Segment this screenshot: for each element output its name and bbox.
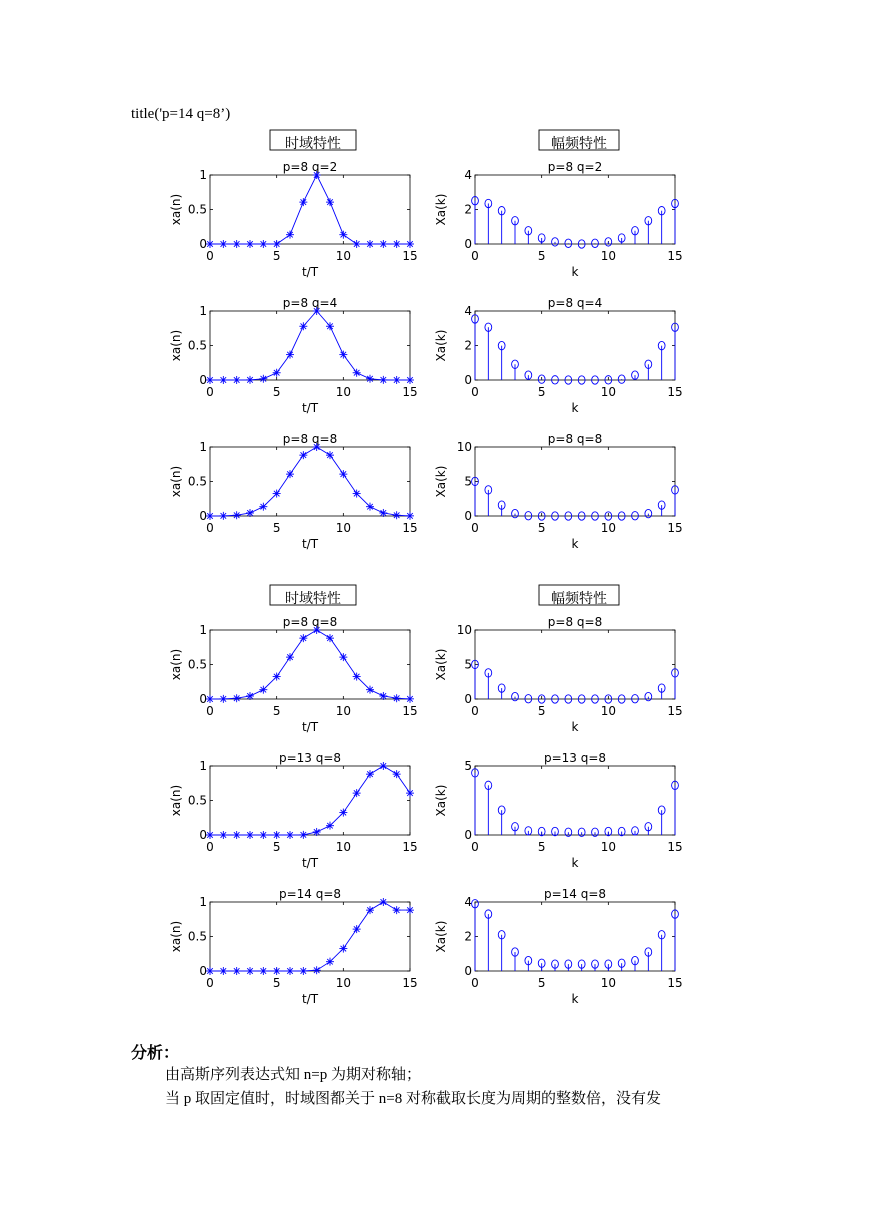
fig1-r1-time-point-3: [246, 240, 254, 248]
fig2-r2-freq-ylabel: Xa(k): [434, 784, 448, 817]
fig1-r3-freq-xtick-label-2: 10: [600, 521, 616, 535]
fig1-r2-time-xtick-label-1: 5: [272, 385, 281, 399]
fig1-r1-time-ytick-label-2: 1: [199, 168, 207, 182]
fig2-r3-time-title: p=14 q=8: [278, 887, 342, 901]
fig1-r2-time-point-12: [366, 375, 374, 383]
fig2-r2-time-series-line: [210, 766, 410, 835]
fig1-r2-time-point-9: [326, 322, 334, 330]
fig2-r2-time-title: p=13 q=8: [278, 751, 342, 765]
fig1-r1-time-xlabel: t/T: [301, 265, 319, 279]
fig1-r2-freq-axes: [434, 296, 683, 415]
fig2-r3-time-point-7: [299, 967, 307, 975]
fig1-r3-time-point-7: [299, 451, 307, 459]
fig1-r1-freq-ytick-label-2: 4: [464, 168, 472, 182]
fig2-r1-freq-axes: [434, 615, 683, 734]
fig2-r1-time-point-4: [259, 686, 267, 694]
fig2-r2-time-point-0: [206, 831, 214, 839]
fig1-r2-freq-ytick-label-0: 0: [464, 373, 472, 387]
fig1-r3-time-axes: [169, 432, 418, 551]
fig1-r3-freq-title: p=8 q=8: [547, 432, 603, 446]
fig2-r1-time-point-9: [326, 634, 334, 642]
fig2-header-left-text: 时域特性: [285, 591, 341, 607]
fig1-r2-time-point-1: [219, 376, 227, 384]
fig2-r3-time-series-line: [210, 902, 410, 971]
figure-1: [150, 128, 710, 558]
fig2-r3-time-ytick-label-0: 0: [199, 964, 207, 978]
fig2-r1-freq-xtick-label-1: 5: [537, 704, 546, 718]
fig2-r2-time-frame: [210, 766, 410, 835]
fig1-r3-time-frame: [210, 447, 410, 516]
fig1-r2-time-xtick-label-3: 15: [402, 385, 418, 399]
fig1-r1-time-ytick-label-0: 0: [199, 237, 207, 251]
fig1-r1-time-point-14: [393, 240, 401, 248]
fig2-r2-time-point-1: [219, 831, 227, 839]
fig1-r2-time-frame: [210, 311, 410, 380]
fig2-r1-time-point-0: [206, 695, 214, 703]
fig1-r3-time-point-0: [206, 512, 214, 520]
fig1-r1-freq-xtick-label-1: 5: [537, 249, 546, 263]
fig2-r1-time-frame: [210, 630, 410, 699]
fig1-r3-time-point-13: [379, 509, 387, 517]
fig1-r1-time-point-1: [219, 240, 227, 248]
fig1-r3-freq-ytick-label-0: 0: [464, 509, 472, 523]
fig2-r2-freq-xtick-label-2: 10: [600, 840, 616, 854]
fig2-r3-freq-xtick-label-0: 0: [471, 976, 479, 990]
fig1-r2-freq-title: p=8 q=4: [547, 296, 603, 310]
fig2-r2-time-point-9: [326, 822, 334, 830]
fig2-r2-time-point-6: [286, 831, 294, 839]
fig1-r3-time-ytick-label-0: 0: [199, 509, 207, 523]
fig2-r2-time-point-12: [366, 770, 374, 778]
fig1-r3-time-series-line: [210, 447, 410, 516]
fig2-r2-time-axes: [169, 751, 418, 870]
fig1-header-right-text: 幅频特性: [551, 136, 607, 152]
fig1-r2-time-point-5: [273, 369, 281, 377]
fig2-r1-time-point-15: [406, 695, 414, 703]
fig2-r3-time-frame: [210, 902, 410, 971]
fig1-r3-time-point-12: [366, 503, 374, 511]
fig1-r2-freq-xtick-label-0: 0: [471, 385, 479, 399]
fig1-r2-time-ytick-label-1: 0.5: [187, 338, 207, 353]
fig2-r3-time-point-5: [273, 967, 281, 975]
fig2-r3-freq-xtick-label-2: 10: [600, 976, 616, 990]
fig1-r1-time-ylabel: xa(n): [169, 193, 183, 226]
fig2-r1-time-ylabel: xa(n): [169, 648, 183, 681]
fig2-r3-time-point-6: [286, 967, 294, 975]
analysis-heading: 分析：: [131, 1045, 180, 1062]
fig1-r1-time-title: p=8 q=2: [282, 160, 338, 174]
fig2-r2-time-ylabel: xa(n): [169, 784, 183, 817]
fig1-r1-time-point-11: [353, 240, 361, 248]
fig1-r3-time-xtick-label-0: 0: [206, 521, 214, 535]
fig1-r1-freq-xtick-label-2: 10: [600, 249, 616, 263]
fig1-r2-time-point-14: [393, 376, 401, 384]
fig1-r1-time-point-15: [406, 240, 414, 248]
fig2-r1-time-ytick-label-1: 0.5: [187, 657, 207, 672]
fig2-r3-time-point-0: [206, 967, 214, 975]
fig2-r2-time-ytick-label-0: 0: [199, 828, 207, 842]
fig2-header-left: [270, 585, 356, 607]
fig1-r2-freq-ylabel: Xa(k): [434, 329, 448, 362]
fig1-r3-time-point-6: [286, 470, 294, 478]
fig2-r2-freq-xtick-label-1: 5: [537, 840, 546, 854]
fig2-r3-time-point-13: [379, 898, 387, 906]
fig2-r2-time-point-14: [393, 770, 401, 778]
fig1-r1-time-point-10: [339, 231, 347, 239]
fig2-r1-freq-title: p=8 q=8: [547, 615, 603, 629]
fig1-r3-freq-xtick-label-1: 5: [537, 521, 546, 535]
fig2-r3-time-ylabel: xa(n): [169, 920, 183, 953]
fig2-r3-time-axes: [169, 887, 418, 1006]
fig2-r1-time-point-3: [246, 692, 254, 700]
fig1-r2-time-point-6: [286, 351, 294, 359]
fig2-r1-time-point-5: [273, 673, 281, 681]
fig2-r3-freq-xlabel: k: [571, 992, 579, 1006]
fig1-r1-time-point-9: [326, 198, 334, 206]
fig1-r2-freq-ytick-label-1: 2: [464, 338, 472, 353]
fig1-r3-time-point-2: [233, 511, 241, 519]
fig2-r2-freq-xtick-label-3: 15: [667, 840, 683, 854]
fig1-r3-time-ylabel: xa(n): [169, 465, 183, 498]
fig2-r2-time-ytick-label-1: 0.5: [187, 793, 207, 808]
fig1-r2-freq-xlabel: k: [571, 401, 579, 415]
fig1-r3-time-ytick-label-2: 1: [199, 440, 207, 454]
fig1-r1-time-point-2: [233, 240, 241, 248]
fig1-r1-time-xtick-label-1: 5: [272, 249, 281, 263]
fig2-r2-time-xtick-label-2: 10: [335, 840, 351, 854]
fig2-r1-time-point-10: [339, 653, 347, 661]
fig2-r2-time-ytick-label-2: 1: [199, 759, 207, 773]
fig1-r2-time-axes: [169, 296, 418, 415]
fig2-r3-time-point-9: [326, 958, 334, 966]
fig2-r1-time-xtick-label-2: 10: [335, 704, 351, 718]
fig2-r3-time-xtick-label-1: 5: [272, 976, 281, 990]
fig1-r3-freq-xtick-label-0: 0: [471, 521, 479, 535]
fig1-r3-time-point-5: [273, 490, 281, 498]
fig1-header-left-text: 时域特性: [285, 136, 341, 152]
fig1-r2-time-point-15: [406, 376, 414, 384]
fig1-r2-time-ylabel: xa(n): [169, 329, 183, 362]
fig1-r1-time-frame: [210, 175, 410, 244]
fig2-r1-time-point-2: [233, 694, 241, 702]
fig1-r1-freq-ytick-label-0: 0: [464, 237, 472, 251]
fig2-r2-time-point-2: [233, 831, 241, 839]
fig2-r1-time-xtick-label-3: 15: [402, 704, 418, 718]
fig1-r1-freq-xlabel: k: [571, 265, 579, 279]
fig2-r1-freq-marker-13: [645, 692, 652, 700]
fig2-r1-freq-xtick-label-3: 15: [667, 704, 683, 718]
fig1-r1-time-xtick-label-3: 15: [402, 249, 418, 263]
fig2-r1-time-point-13: [379, 692, 387, 700]
fig2-r3-time-point-14: [393, 906, 401, 914]
fig1-r1-time-axes: [169, 160, 418, 279]
fig1-r3-time-point-3: [246, 509, 254, 517]
fig2-r1-time-point-1: [219, 695, 227, 703]
fig2-r3-time-xtick-label-0: 0: [206, 976, 214, 990]
fig2-r3-time-point-2: [233, 967, 241, 975]
fig2-r2-freq-ytick-label-0: 0: [464, 828, 472, 842]
fig2-r3-time-point-8: [313, 966, 321, 974]
fig2-r2-freq-title: p=13 q=8: [543, 751, 607, 765]
fig2-r3-time-point-11: [353, 925, 361, 933]
fig2-r3-time-ytick-label-1: 0.5: [187, 929, 207, 944]
fig1-r2-time-point-2: [233, 376, 241, 384]
fig1-r2-freq-xtick-label-2: 10: [600, 385, 616, 399]
fig1-r3-time-point-9: [326, 451, 334, 459]
fig1-r2-time-point-11: [353, 369, 361, 377]
code-line: title('p=14 q=8’): [131, 106, 231, 122]
fig2-r3-freq-ylabel: Xa(k): [434, 920, 448, 953]
fig1-r1-time-point-7: [299, 198, 307, 206]
fig2-r1-time-point-6: [286, 653, 294, 661]
figure-2: [150, 583, 710, 1013]
fig2-r2-time-xtick-label-3: 15: [402, 840, 418, 854]
fig2-r1-time-xlabel: t/T: [301, 720, 319, 734]
fig1-r1-time-point-4: [259, 240, 267, 248]
fig2-r2-time-point-5: [273, 831, 281, 839]
fig1-r1-freq-xtick-label-3: 15: [667, 249, 683, 263]
analysis-line-1: 由高斯序列表达式知 n=p 为期对称轴；: [165, 1067, 421, 1083]
fig1-r2-time-point-0: [206, 376, 214, 384]
fig2-r1-time-ytick-label-0: 0: [199, 692, 207, 706]
fig2-r2-time-point-8: [313, 828, 321, 836]
fig1-r2-freq-xtick-label-1: 5: [537, 385, 546, 399]
fig1-r3-time-ytick-label-1: 0.5: [187, 474, 207, 489]
fig2-r2-freq-xlabel: k: [571, 856, 579, 870]
fig1-r3-time-xtick-label-2: 10: [335, 521, 351, 535]
fig2-r2-freq-xtick-label-0: 0: [471, 840, 479, 854]
fig2-r1-time-xtick-label-0: 0: [206, 704, 214, 718]
fig2-r3-freq-title: p=14 q=8: [543, 887, 607, 901]
fig2-r3-time-point-3: [246, 967, 254, 975]
fig1-r1-time-series-line: [210, 175, 410, 244]
fig2-r2-freq-ytick-label-1: 5: [464, 759, 472, 773]
fig1-r3-time-point-15: [406, 512, 414, 520]
fig2-r3-freq-ytick-label-2: 4: [464, 895, 472, 909]
fig1-r3-time-xtick-label-1: 5: [272, 521, 281, 535]
fig2-r2-freq-axes: [434, 751, 683, 870]
fig2-r2-time-xtick-label-1: 5: [272, 840, 281, 854]
fig2-r1-time-title: p=8 q=8: [282, 615, 338, 629]
fig1-r3-freq-xlabel: k: [571, 537, 579, 551]
fig1-header-right: [539, 130, 619, 152]
fig2-r1-time-xtick-label-1: 5: [272, 704, 281, 718]
fig2-r3-freq-ytick-label-0: 0: [464, 964, 472, 978]
fig2-r2-time-point-15: [406, 789, 414, 797]
fig1-r2-time-xtick-label-0: 0: [206, 385, 214, 399]
fig1-r2-time-title: p=8 q=4: [282, 296, 338, 310]
fig2-header-right: [539, 585, 619, 607]
fig1-r2-time-ytick-label-2: 1: [199, 304, 207, 318]
fig1-r2-time-point-10: [339, 351, 347, 359]
fig1-r3-time-point-10: [339, 470, 347, 478]
fig1-r1-time-ytick-label-1: 0.5: [187, 202, 207, 217]
fig2-r2-time-point-7: [299, 831, 307, 839]
fig1-r2-freq-ytick-label-2: 4: [464, 304, 472, 318]
fig1-r3-time-xlabel: t/T: [301, 537, 319, 551]
fig1-r2-time-xtick-label-2: 10: [335, 385, 351, 399]
fig2-r1-freq-ytick-label-2: 10: [456, 623, 472, 637]
fig1-r2-time-point-8: [313, 307, 321, 315]
fig1-r3-time-title: p=8 q=8: [282, 432, 338, 446]
fig2-r1-time-series-line: [210, 630, 410, 699]
fig2-r3-time-point-1: [219, 967, 227, 975]
fig1-r1-time-xtick-label-2: 10: [335, 249, 351, 263]
fig2-r1-time-axes: [169, 615, 418, 734]
fig1-r3-freq-ylabel: Xa(k): [434, 465, 448, 498]
fig2-header-right-text: 幅频特性: [551, 591, 607, 607]
fig1-r3-time-point-1: [219, 512, 227, 520]
fig2-r3-time-xlabel: t/T: [301, 992, 319, 1006]
fig2-r1-freq-ylabel: Xa(k): [434, 648, 448, 681]
fig2-r1-time-point-14: [393, 694, 401, 702]
fig2-r1-time-ytick-label-2: 1: [199, 623, 207, 637]
fig1-r2-time-point-7: [299, 322, 307, 330]
fig1-r3-time-point-4: [259, 503, 267, 511]
fig1-r1-time-point-12: [366, 240, 374, 248]
fig2-r3-time-xtick-label-3: 15: [402, 976, 418, 990]
fig1-r2-time-point-3: [246, 376, 254, 384]
fig1-r2-time-xlabel: t/T: [301, 401, 319, 415]
fig1-r3-time-xtick-label-3: 15: [402, 521, 418, 535]
fig1-r1-freq-title: p=8 q=2: [547, 160, 603, 174]
fig2-r2-time-point-4: [259, 831, 267, 839]
fig2-r3-freq-axes: [434, 887, 683, 1006]
fig2-r3-freq-xtick-label-1: 5: [537, 976, 546, 990]
fig2-r2-time-xlabel: t/T: [301, 856, 319, 870]
fig2-r1-time-point-7: [299, 634, 307, 642]
fig1-r2-freq-xtick-label-3: 15: [667, 385, 683, 399]
fig1-r3-freq-axes: [434, 432, 683, 551]
fig2-r1-freq-ytick-label-1: 5: [464, 657, 472, 672]
fig2-r3-time-point-12: [366, 906, 374, 914]
fig1-r1-time-point-0: [206, 240, 214, 248]
fig2-r3-time-point-15: [406, 906, 414, 914]
fig1-r1-freq-xtick-label-0: 0: [471, 249, 479, 263]
fig2-r2-time-xtick-label-0: 0: [206, 840, 214, 854]
fig1-r2-time-point-13: [379, 376, 387, 384]
analysis-section: [131, 1040, 771, 1111]
fig2-r3-time-xtick-label-2: 10: [335, 976, 351, 990]
fig1-r3-time-point-14: [393, 511, 401, 519]
fig1-r1-time-point-13: [379, 240, 387, 248]
fig1-r2-time-ytick-label-0: 0: [199, 373, 207, 387]
fig2-r1-freq-marker-3: [512, 692, 519, 700]
fig1-r1-freq-ytick-label-1: 2: [464, 202, 472, 217]
fig2-r2-time-point-11: [353, 789, 361, 797]
fig1-r2-time-point-4: [259, 375, 267, 383]
fig2-r2-time-point-13: [379, 762, 387, 770]
fig2-r2-time-point-3: [246, 831, 254, 839]
fig2-r3-time-point-4: [259, 967, 267, 975]
fig1-r1-time-point-6: [286, 231, 294, 239]
fig1-header-left: [270, 130, 356, 152]
fig2-r3-freq-ytick-label-1: 2: [464, 929, 472, 944]
fig2-r1-freq-xlabel: k: [571, 720, 579, 734]
fig1-r3-freq-xtick-label-3: 15: [667, 521, 683, 535]
fig1-r1-freq-axes: [434, 160, 683, 279]
fig2-r1-freq-xtick-label-0: 0: [471, 704, 479, 718]
fig1-r3-freq-ytick-label-2: 10: [456, 440, 472, 454]
fig2-r1-time-point-12: [366, 686, 374, 694]
fig2-r1-freq-ytick-label-0: 0: [464, 692, 472, 706]
fig1-r2-time-series-line: [210, 311, 410, 380]
fig1-r3-freq-ytick-label-1: 5: [464, 474, 472, 489]
fig1-r1-time-xtick-label-0: 0: [206, 249, 214, 263]
fig2-r1-freq-xtick-label-2: 10: [600, 704, 616, 718]
fig2-r3-freq-xtick-label-3: 15: [667, 976, 683, 990]
analysis-line-2: 当 p 取固定值时，时域图都关于 n=8 对称截取长度为周期的整数倍，没有发: [165, 1091, 661, 1107]
fig1-r1-freq-ylabel: Xa(k): [434, 193, 448, 226]
fig2-r3-time-ytick-label-2: 1: [199, 895, 207, 909]
fig1-r1-time-point-5: [273, 240, 281, 248]
